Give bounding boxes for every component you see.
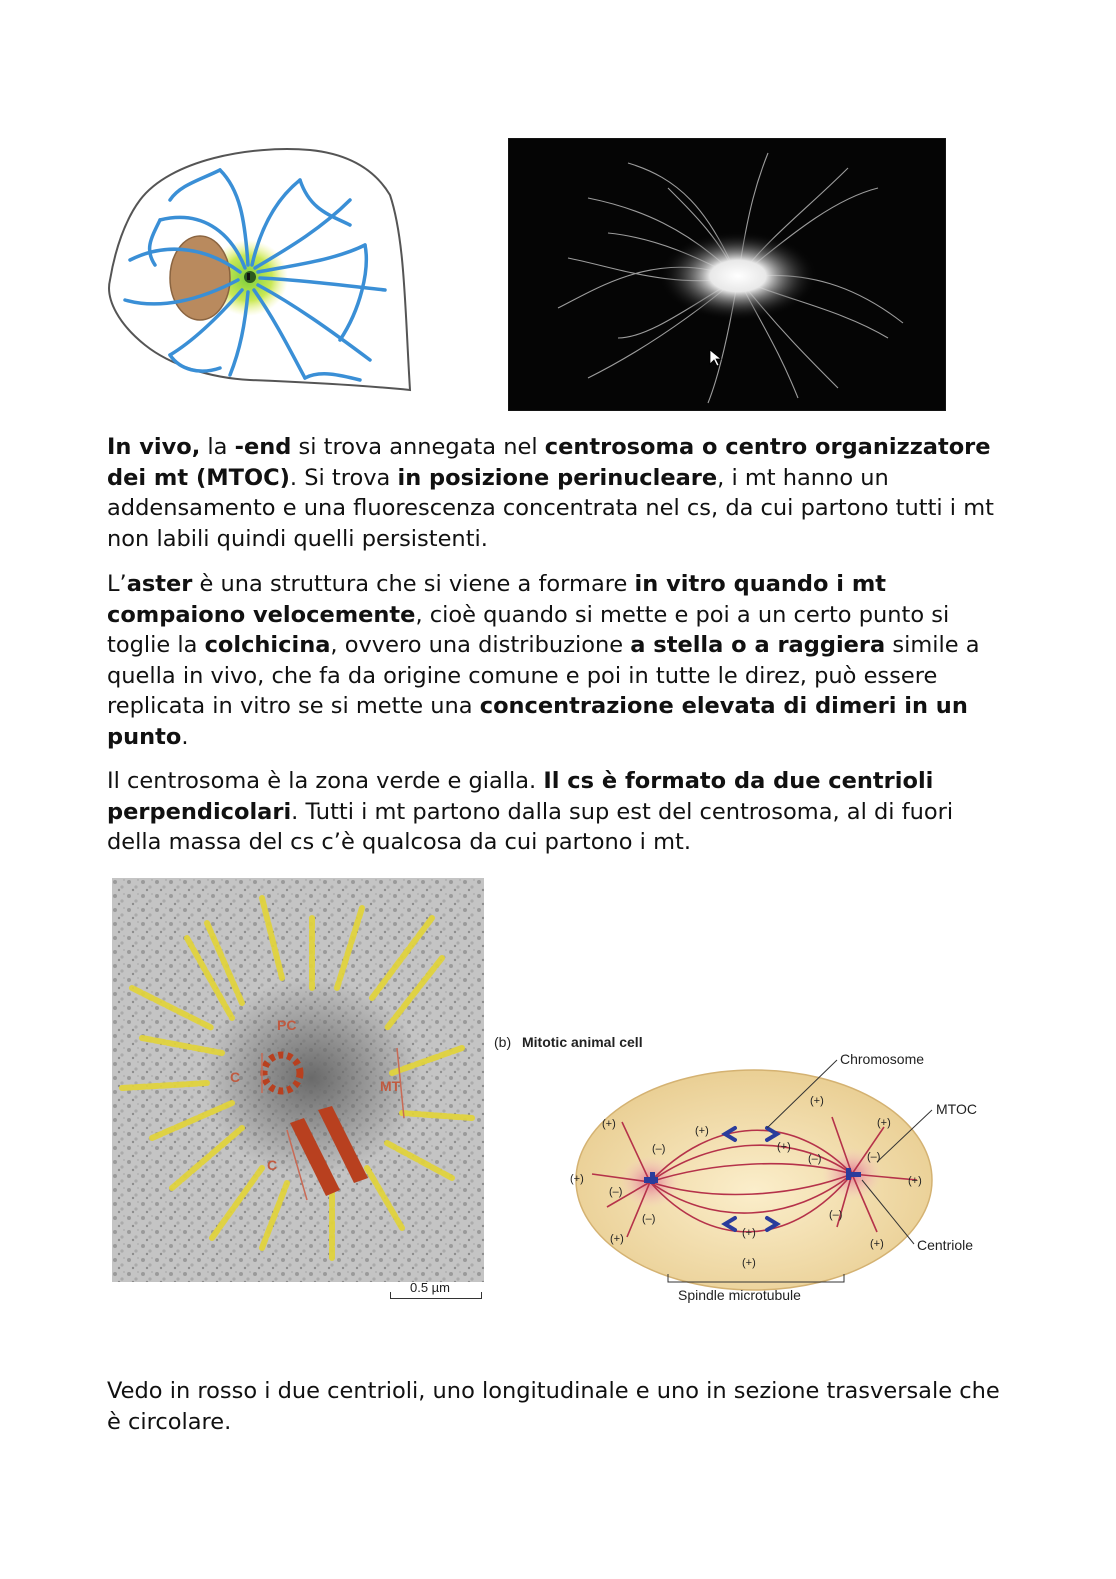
label-centriole: Centriole <box>917 1237 974 1253</box>
em-label-pc: PC <box>277 1017 297 1033</box>
aster-center-glow <box>658 231 818 321</box>
svg-text:(–): (–) <box>652 1143 666 1155</box>
mitotic-cell-figure <box>492 1032 992 1312</box>
panel-label: (b) <box>494 1034 512 1050</box>
svg-text:(+): (+) <box>610 1233 624 1245</box>
paragraph-3: Il centrosoma è la zona verde e gialla. Il cs è formato da due centrioli perpendicolari. Tutti i mt partono dalla sup est del centrosoma, al di fuori della massa del cs c’è qualcosa da cui partono i mt. <box>107 768 954 855</box>
em-label-c1: C <box>230 1069 241 1085</box>
mitotic-cell-diagram <box>492 1032 992 1312</box>
svg-text:(+): (+) <box>742 1227 756 1239</box>
svg-text:(+): (+) <box>742 1257 756 1269</box>
svg-text:(+): (+) <box>870 1238 884 1250</box>
aster-fluorescence-image <box>508 138 946 411</box>
label-chromosome: Chromosome <box>840 1051 925 1067</box>
label-mtoc: MTOC <box>936 1101 977 1117</box>
cell-drawing-figure <box>100 140 430 405</box>
paragraph-2: L’aster è una struttura che si viene a formare in vitro quando i mt compaiono velocemente, cioè quando si mette e poi a un certo punto si toglie la colchicina, ovvero una distribuzione a stella o a raggiera simile a quella in vivo, che fa da origine comune e poi in tutte le direz, può essere replicata in vitro se si mette una concentrazione elevata di dimeri in un punto. <box>107 571 980 750</box>
svg-text:(+): (+) <box>695 1125 709 1137</box>
scale-bar <box>390 1280 482 1306</box>
svg-text:(–): (–) <box>808 1153 822 1165</box>
centrosome-em-image <box>112 878 484 1282</box>
svg-text:(–): (–) <box>642 1213 656 1225</box>
label-spindle-microtubule: Spindle microtubule <box>678 1287 801 1303</box>
diagram-title: Mitotic animal cell <box>522 1034 643 1050</box>
scale-bar-label: 0.5 µm <box>410 1280 451 1295</box>
svg-text:(–): (–) <box>829 1209 843 1221</box>
svg-text:(+): (+) <box>877 1117 891 1129</box>
em-label-c2: C <box>267 1157 278 1173</box>
paragraph-1: In vivo, la -end si trova annegata nel centrosoma o centro organizzatore dei mt (MTOC). Si trova in posizione perinucleare, i mt hanno un addensamento e una fluorescenza concentrata nel cs, da cui partono tutti i mt non labili quindi quelli persistenti. <box>107 434 994 552</box>
paragraph-4: Vedo in rosso i due centrioli, uno longitudinale e uno in sezione trasversale che è circolare. <box>107 1378 1000 1435</box>
centrosome-em-figure <box>112 878 484 1310</box>
svg-text:(+): (+) <box>908 1175 922 1187</box>
svg-text:(+): (+) <box>777 1141 791 1153</box>
svg-text:(+): (+) <box>602 1118 616 1130</box>
svg-text:(+): (+) <box>570 1173 584 1185</box>
em-label-mt: MT <box>380 1078 401 1094</box>
svg-text:(+): (+) <box>810 1095 824 1107</box>
svg-text:(–): (–) <box>867 1151 881 1163</box>
svg-text:(–): (–) <box>609 1186 623 1198</box>
